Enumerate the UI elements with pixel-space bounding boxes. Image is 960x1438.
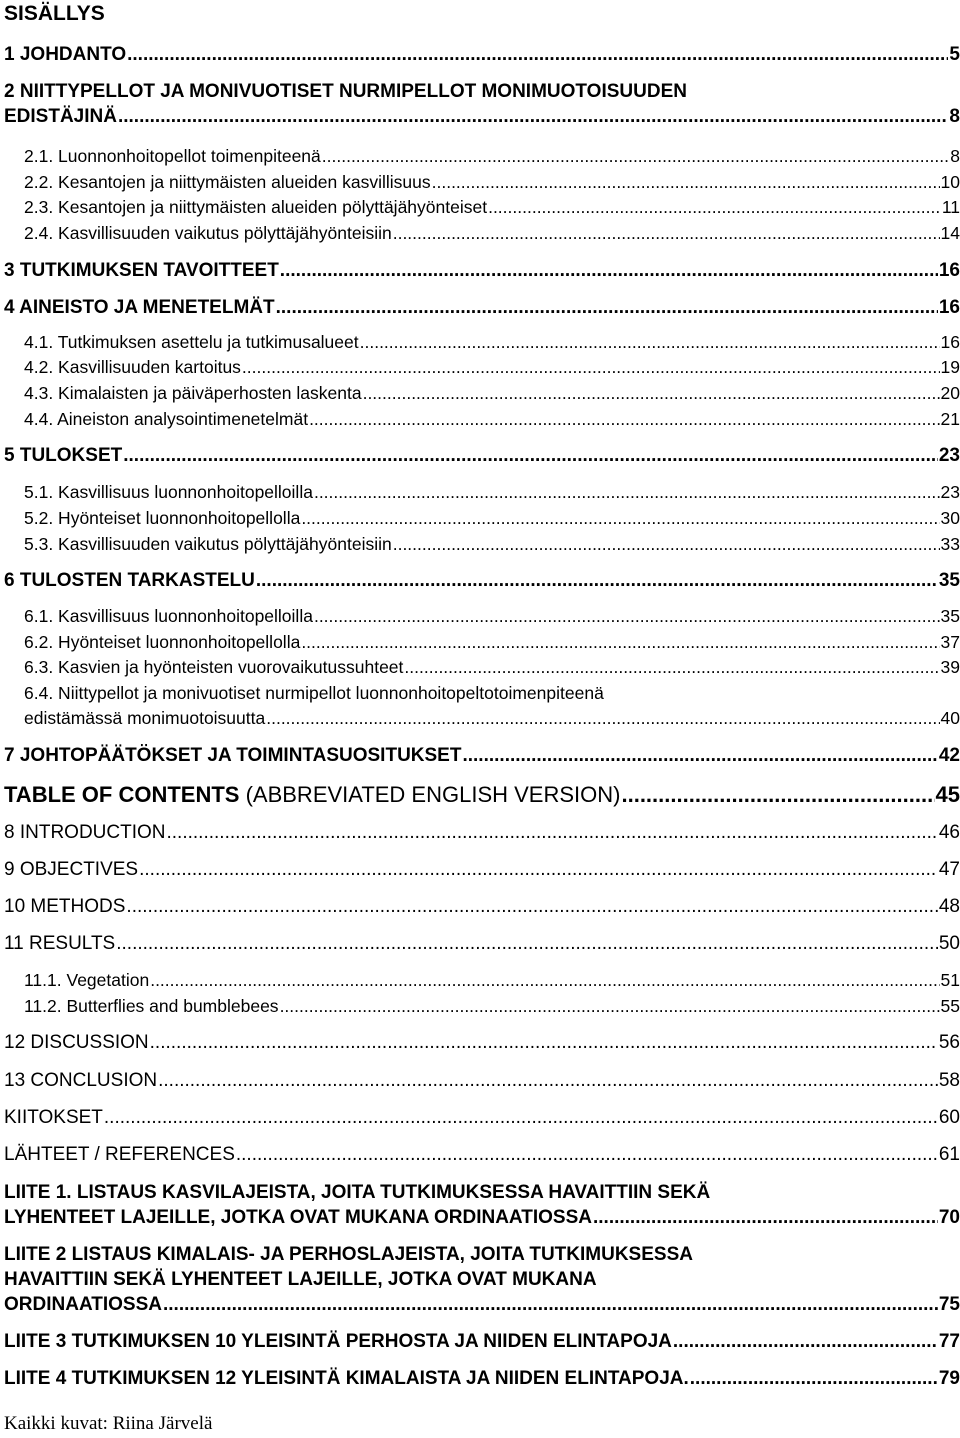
dot-leader xyxy=(256,568,938,593)
toc-entry-6-4[interactable]: edistämässä monimuotoisuutta ..... 40 xyxy=(24,707,960,730)
page-number: 8 xyxy=(950,146,960,166)
page-number: 21 xyxy=(940,409,960,429)
page-number: 16 xyxy=(940,332,960,352)
toc-entry-line: 2 NIITTYPELLOT JA MONIVUOTISET NURMIPELLOT MONIMUOTOISUUDEN xyxy=(4,81,687,102)
dot-leader xyxy=(393,533,940,556)
toc-entry-discussion[interactable]: 12 DISCUSSION ..... 56 xyxy=(4,1030,960,1055)
toc-entry-2-4[interactable]: 2.4. Kasvillisuuden vaikutus pölyttäjähyönteisiin ..... 14 xyxy=(24,222,960,245)
dot-leader xyxy=(276,295,938,320)
page-number: 45 xyxy=(935,782,960,807)
dot-leader xyxy=(126,894,937,919)
page-number: 11 xyxy=(941,197,960,217)
page-number: 30 xyxy=(940,508,960,528)
toc-entry-methods[interactable]: 10 METHODS ..... 48 xyxy=(4,894,960,919)
toc-entry-line: LIITE 2 LISTAUS KIMALAIS- JA PERHOSLAJEISTA, JOITA TUTKIMUKSESSA xyxy=(4,1244,693,1265)
toc-entry-chapter-6[interactable]: 6 TULOSTEN TARKASTELU ..... 35 xyxy=(4,568,960,593)
page-number: 79 xyxy=(938,1368,960,1389)
toc-entry-2-1[interactable]: 2.1. Luonnonhoitopellot toimenpiteenä ..... 8 xyxy=(24,145,960,168)
page-number: 35 xyxy=(938,570,960,591)
dot-leader xyxy=(432,171,940,194)
page-number: 14 xyxy=(940,223,960,243)
dot-leader xyxy=(360,331,940,354)
dot-leader xyxy=(363,382,940,405)
toc-entry-introduction[interactable]: 8 INTRODUCTION ..... 46 xyxy=(4,820,960,845)
page-number: 23 xyxy=(938,445,960,466)
dot-leader xyxy=(123,443,938,468)
toc-entry-11-1[interactable]: 11.1. Vegetation ..... 51 xyxy=(24,969,960,992)
page-number: 77 xyxy=(938,1331,960,1352)
page-number: 10 xyxy=(940,172,960,192)
dot-leader xyxy=(314,605,940,628)
page-number: 48 xyxy=(938,896,960,917)
toc-entry-5-3[interactable]: 5.3. Kasvillisuuden vaikutus pölyttäjähyönteisiin ..... 33 xyxy=(24,533,960,556)
toc-entry-line: 6.4. Niittypellot ja monivuotiset nurmipellot luonnonhoitopeltotoimenpiteenä xyxy=(24,683,604,703)
toc-entry-liite-2[interactable]: ORDINAATIOSSA ..... 75 xyxy=(4,1292,960,1317)
dot-leader xyxy=(314,481,940,504)
toc-entry-line: LIITE 1. LISTAUS KASVILAJEISTA, JOITA TUTKIMUKSESSA HAVAITTIIN SEKÄ xyxy=(4,1182,711,1203)
dot-leader xyxy=(139,857,938,882)
dot-leader xyxy=(280,258,938,283)
page-number: 47 xyxy=(938,859,960,880)
toc-entry-objectives[interactable]: 9 OBJECTIVES ..... 47 xyxy=(4,857,960,882)
page-number: 33 xyxy=(940,534,960,554)
toc-entry-4-3[interactable]: 4.3. Kimalaisten ja päiväperhosten laskenta ..... 20 xyxy=(24,382,960,405)
photo-credit: Kaikki kuvat: Riina Järvelä xyxy=(4,1413,213,1434)
toc-entry-lahteet[interactable]: LÄHTEET / REFERENCES ..... 61 xyxy=(4,1142,960,1167)
toc-entry-johdanto[interactable]: 1 JOHDANTO ..... 5 xyxy=(4,42,960,67)
toc-entry-liite-1[interactable]: LYHENTEET LAJEILLE, JOTKA OVAT MUKANA ORDINAATIOSSA ..... 70 xyxy=(4,1205,960,1230)
page-number: 58 xyxy=(938,1070,960,1091)
dot-leader xyxy=(690,1366,938,1391)
dot-leader xyxy=(266,707,939,730)
page-number: 40 xyxy=(940,708,960,728)
toc-entry-6-1[interactable]: 6.1. Kasvillisuus luonnonhoitopelloilla ..... 35 xyxy=(24,605,960,628)
page-number: 5 xyxy=(949,44,960,65)
dot-leader xyxy=(301,507,939,530)
dot-leader xyxy=(116,931,938,956)
page-number: 19 xyxy=(940,357,960,377)
toc-entry-4-1[interactable]: 4.1. Tutkimuksen asettelu ja tutkimusalueet ..... 16 xyxy=(24,331,960,354)
toc-entry-11-2[interactable]: 11.2. Butterflies and bumblebees ..... 55 xyxy=(24,995,960,1018)
dot-leader xyxy=(127,42,948,67)
toc-entry-2-3[interactable]: 2.3. Kesantojen ja niittymäisten alueiden pölyttäjähyönteiset ..... 11 xyxy=(24,196,960,219)
toc-entry-4-4[interactable]: 4.4. Aineiston analysointimenetelmät ..... 21 xyxy=(24,408,960,431)
toc-entry-4-2[interactable]: 4.2. Kasvillisuuden kartoitus ..... 19 xyxy=(24,356,960,379)
dot-leader xyxy=(673,1329,938,1354)
dot-leader xyxy=(150,1030,938,1055)
dot-leader xyxy=(322,145,950,168)
page-number: 50 xyxy=(938,933,960,954)
dot-leader xyxy=(462,743,937,768)
dot-leader xyxy=(236,1142,938,1167)
dot-leader xyxy=(404,656,939,679)
toc-entry-5-1[interactable]: 5.1. Kasvillisuus luonnonhoitopelloilla ..... 23 xyxy=(24,481,960,504)
toc-entry-results[interactable]: 11 RESULTS ..... 50 xyxy=(4,931,960,956)
page-number: 51 xyxy=(940,970,960,990)
page-number: 56 xyxy=(938,1032,960,1053)
toc-entry-conclusion[interactable]: 13 CONCLUSION ..... 58 xyxy=(4,1068,960,1093)
page-number: 37 xyxy=(940,632,960,652)
page-number: 46 xyxy=(938,822,960,843)
page-number: 35 xyxy=(940,606,960,626)
page-number: 75 xyxy=(938,1294,960,1315)
dot-leader xyxy=(393,222,940,245)
toc-entry-5-2[interactable]: 5.2. Hyönteiset luonnonhoitopellolla ..... 30 xyxy=(24,507,960,530)
toc-entry-chapter-3[interactable]: 3 TUTKIMUKSEN TAVOITTEET ..... 16 xyxy=(4,258,960,283)
dot-leader xyxy=(158,1068,938,1093)
toc-entry-line: HAVAITTIIN SEKÄ LYHENTEET LAJEILLE, JOTKA OVAT MUKANA xyxy=(4,1269,597,1290)
page-number: 42 xyxy=(938,745,960,766)
toc-entry-2-2[interactable]: 2.2. Kesantojen ja niittymäisten alueiden kasvillisuus ..... 10 xyxy=(24,171,960,194)
dot-leader xyxy=(593,1205,938,1230)
page-number: 16 xyxy=(938,260,960,281)
page-number: 23 xyxy=(940,482,960,502)
toc-entry-kiitokset[interactable]: KIITOKSET ..... 60 xyxy=(4,1105,960,1130)
page-number: 16 xyxy=(938,297,960,318)
page-number: 70 xyxy=(938,1207,960,1228)
toc-entry-english-version[interactable]: TABLE OF CONTENTS (ABBREVIATED ENGLISH VERSION) ..... 45 xyxy=(4,781,960,809)
page-number: 55 xyxy=(940,996,960,1016)
dot-leader xyxy=(167,820,938,845)
dot-leader xyxy=(488,196,941,219)
toc-entry-chapter-7[interactable]: 7 JOHTOPÄÄTÖKSET JA TOIMINTASUOSITUKSET ..... 42 xyxy=(4,743,960,768)
page-number: 20 xyxy=(940,383,960,403)
page-number: 8 xyxy=(949,106,960,127)
dot-leader xyxy=(309,408,939,431)
dot-leader xyxy=(621,781,934,809)
dot-leader xyxy=(118,104,948,129)
page-title: SISÄLLYS xyxy=(4,2,105,25)
dot-leader xyxy=(301,631,939,654)
toc-entry-6-2[interactable]: 6.2. Hyönteiset luonnonhoitopellolla ..... 37 xyxy=(24,631,960,654)
page-number: 39 xyxy=(940,657,960,677)
toc-entry-chapter-5[interactable]: 5 TULOKSET ..... 23 xyxy=(4,443,960,468)
toc-entry-liite-4[interactable]: LIITE 4 TUTKIMUKSEN 12 YLEISINTÄ KIMALAISTA JA NIIDEN ELINTAPOJA. ..... 79 xyxy=(4,1366,960,1391)
toc-entry-chapter-2[interactable]: EDISTÄJINÄ ..... 8 xyxy=(4,104,960,129)
toc-entry-chapter-4[interactable]: 4 AINEISTO JA MENETELMÄT ..... 16 xyxy=(4,295,960,320)
dot-leader xyxy=(104,1105,938,1130)
page-number: 60 xyxy=(938,1107,960,1128)
toc-entry-6-3[interactable]: 6.3. Kasvien ja hyönteisten vuorovaikutussuhteet ..... 39 xyxy=(24,656,960,679)
dot-leader xyxy=(242,356,940,379)
dot-leader xyxy=(150,969,939,992)
dot-leader xyxy=(280,995,940,1018)
toc-entry-liite-3[interactable]: LIITE 3 TUTKIMUKSEN 10 YLEISINTÄ PERHOSTA JA NIIDEN ELINTAPOJA ..... 77 xyxy=(4,1329,960,1354)
dot-leader xyxy=(163,1292,938,1317)
page-number: 61 xyxy=(938,1144,960,1165)
